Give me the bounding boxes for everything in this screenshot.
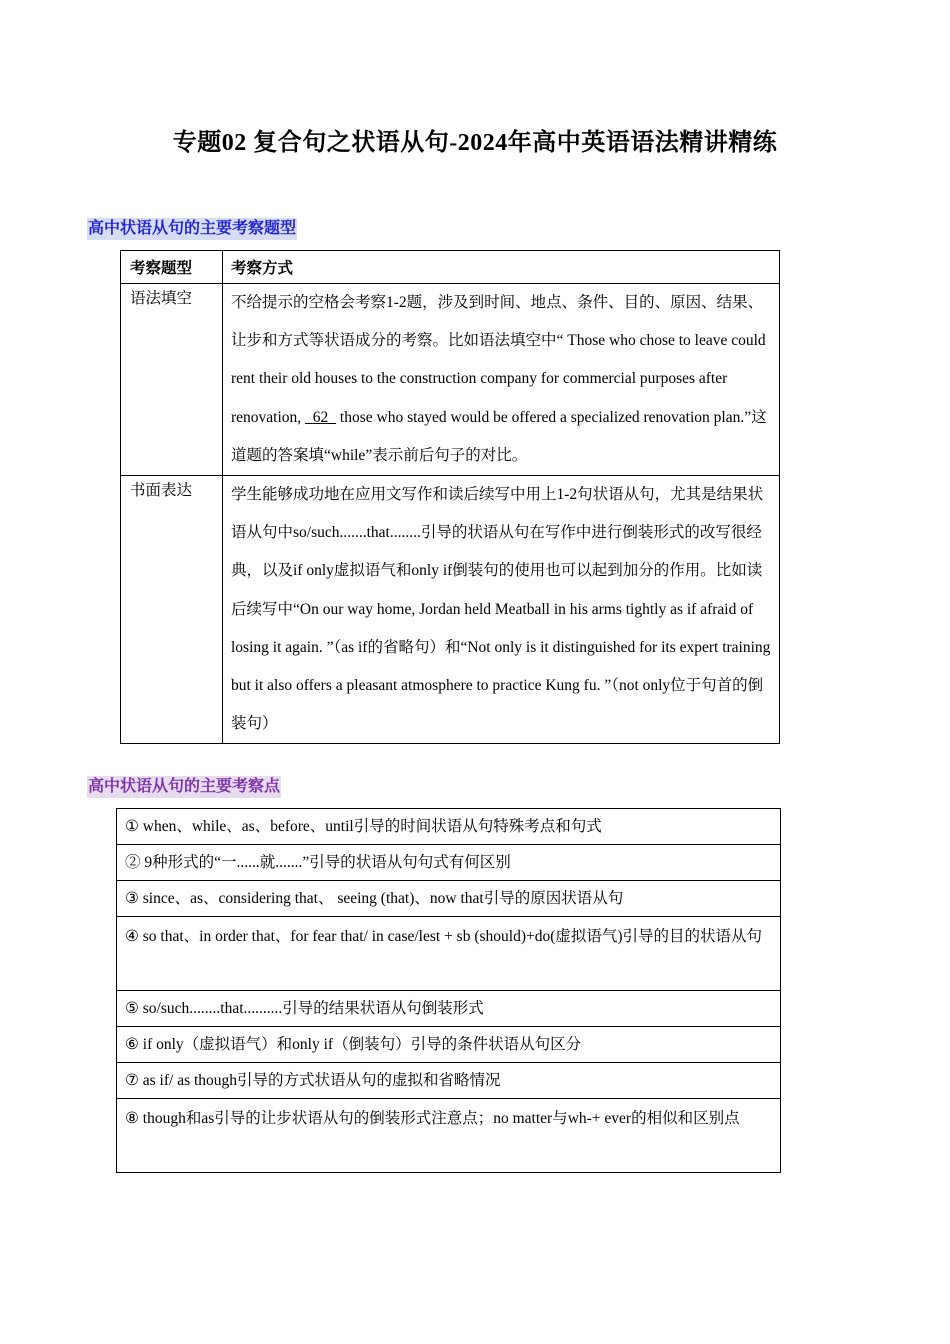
point-item: ⑥ if only（虚拟语气）和only if（倒装句）引导的条件状语从句区分: [117, 1027, 781, 1063]
page-title: 专题02 复合句之状语从句-2024年高中英语语法精讲精练: [172, 130, 778, 156]
exam-points-table: [116, 808, 781, 1173]
point-item: ③ since、as、considering that、 seeing (that)、now that引导的原因状语从句: [117, 881, 781, 917]
header-type: 考察题型: [121, 251, 223, 284]
table-row: [117, 991, 781, 1027]
point-item: ⑤ so/such........that..........引导的结果状语从句倒装形式: [117, 991, 781, 1027]
table-row: [117, 881, 781, 917]
table-row: [121, 476, 780, 744]
answer-blank: [305, 409, 336, 426]
point-item: ⑧ though和as引导的让步状语从句的倒装形式注意点；no matter与wh-+ ever的相似和区别点: [117, 1099, 781, 1173]
point-item: ② 9种形式的“一......就.......”引导的状语从句句式有何区别: [117, 845, 781, 881]
point-item: ④ so that、in order that、for fear that/ in case/lest + sb (should)+do(虚拟语气)引导的目的状语从句: [117, 917, 781, 991]
row-type-cell: 书面表达: [121, 476, 223, 744]
table-row: [117, 845, 781, 881]
description-after-blank: those who stayed would be offered a specialized renovation plan.”这道题的答案填“while”表示前后句子的对比。: [231, 408, 767, 464]
point-item: ① when、while、as、before、until引导的时间状语从句特殊考点和句式: [117, 809, 781, 845]
exam-types-table: [120, 250, 780, 744]
row-description-cell: [223, 284, 780, 476]
header-method: 考察方式: [223, 251, 780, 284]
table-row: [117, 809, 781, 845]
section-heading-exam-points: 高中状语从句的主要考察点: [87, 776, 281, 798]
table-row: [117, 917, 781, 991]
section-heading-exam-types: 高中状语从句的主要考察题型: [87, 218, 297, 240]
point-item: ⑦ as if/ as though引导的方式状语从句的虚拟和省略情况: [117, 1063, 781, 1099]
table-row: [117, 1063, 781, 1099]
blank-number: 62: [312, 408, 329, 426]
table-row: [117, 1099, 781, 1173]
table-row: [121, 284, 780, 476]
description-before-blank: 不给提示的空格会考察1-2题，涉及到时间、地点、条件、目的、原因、结果、让步和方式等状语成分的考察。比如语法填空中“ Those who chose to leave could rent their old houses to the construction company for commercial purposes after renovation,: [231, 294, 766, 426]
table-row: [117, 1027, 781, 1063]
row-description-cell: 学生能够成功地在应用文写作和读后续写中用上1-2句状语从句，尤其是结果状语从句中so/such.......that........引导的状语从句在写作中进行倒装形式的改写很经典，以及if only虚拟语气和only if倒装句的使用也可以起到加分的作用。比如读后续写中“On our way home, Jordan held Meatball in his arms tightly as if afraid of losing it again. ”（as if的省略句）和“Not only is it distinguished for its expert training but it also offers a pleasant atmosphere to practice Kung fu. ”（not only位于句首的倒装句）: [223, 476, 780, 744]
row-type-cell: 语法填空: [121, 284, 223, 476]
table-header-row: [121, 251, 780, 284]
